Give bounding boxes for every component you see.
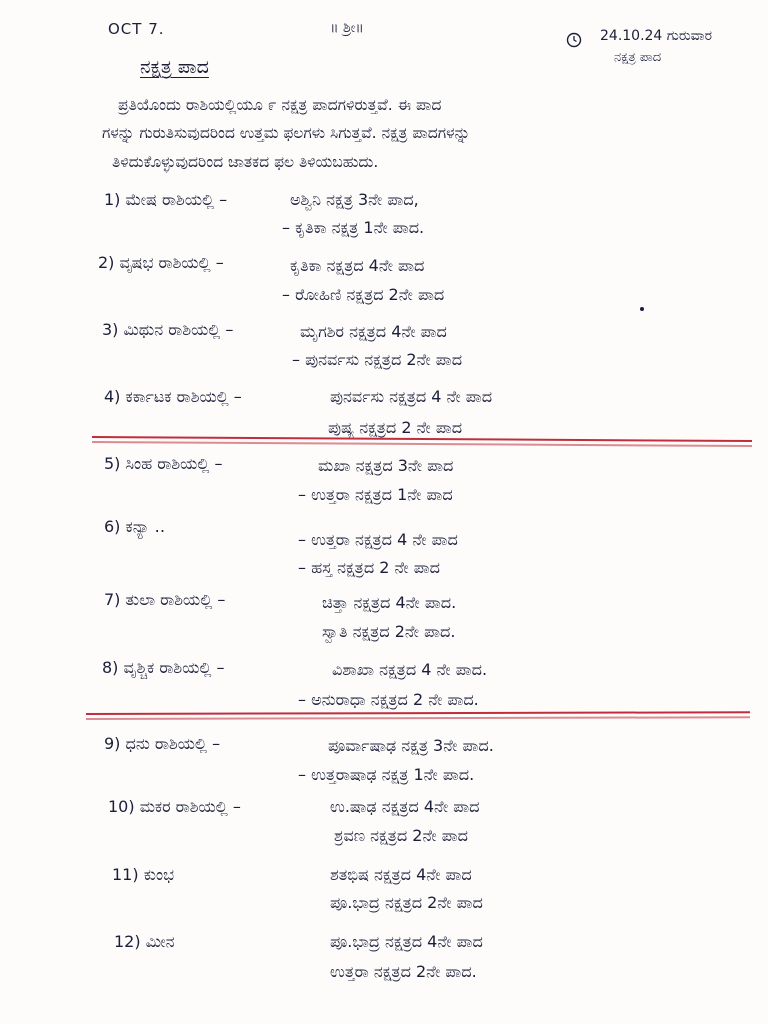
entry-line: ಮಖಾ ನಕ್ಷತ್ರದ 3ನೇ ಪಾದ [318, 456, 454, 475]
entry-line: ಅಶ್ವಿನಿ ನಕ್ಷತ್ರ 3ನೇ ಪಾದ, [290, 190, 419, 209]
header-date-right: 24.10.24 ಗುರುವಾರ [600, 28, 713, 44]
entry-label: 1) ಮೇಷ ರಾಶಿಯಲ್ಲಿ – [104, 190, 228, 209]
intro-line: ಪ್ರತಿಯೊಂದು ರಾಶಿಯಲ್ಲಿಯೂ ೯ ನಕ್ಷತ್ರ ಪಾದಗಳಿರುತ್ತವೆ. ಈ ಪಾದ [118, 96, 442, 114]
divider-line [86, 716, 750, 720]
entry-line: – ಉತ್ತರಾಷಾಢ ನಕ್ಷತ್ರ 1ನೇ ಪಾದ. [298, 765, 475, 784]
header-subtitle: ನಕ್ಷತ್ರ ಪಾದ [614, 50, 662, 65]
entry-line: ಕೃತಿಕಾ ನಕ್ಷತ್ರದ 4ನೇ ಪಾದ [290, 256, 425, 275]
entry-line: ಉ.ಷಾಢ ನಕ್ಷತ್ರದ 4ನೇ ಪಾದ [330, 797, 480, 816]
entry-line: – ರೋಹಿಣಿ ನಕ್ಷತ್ರದ 2ನೇ ಪಾದ [282, 285, 445, 304]
entry-line: – ಪುನರ್ವಸು ನಕ್ಷತ್ರದ 2ನೇ ಪಾದ [292, 350, 463, 369]
entry-line: ಶತಭಿಷ ನಕ್ಷತ್ರದ 4ನೇ ಪಾದ [330, 865, 472, 884]
entry-label: 10) ಮಕರ ರಾಶಿಯಲ್ಲಿ – [108, 797, 241, 816]
entry-line: ಚಿತ್ತಾ ನಕ್ಷತ್ರದ 4ನೇ ಪಾದ. [322, 593, 457, 612]
divider-line [92, 441, 752, 447]
divider-line [86, 711, 750, 715]
entry-line: ಮೃಗಶಿರ ನಕ್ಷತ್ರದ 4ನೇ ಪಾದ [300, 322, 447, 341]
entry-label: 5) ಸಿಂಹ ರಾಶಿಯಲ್ಲಿ – [104, 454, 223, 473]
entry-label: 8) ವೃಶ್ಚಿಕ ರಾಶಿಯಲ್ಲಿ – [102, 658, 225, 677]
entry-label: 2) ವೃಷಭ ರಾಶಿಯಲ್ಲಿ – [98, 253, 224, 272]
entry-line: ಪೂರ್ವಾಷಾಢ ನಕ್ಷತ್ರ 3ನೇ ಪಾದ. [328, 736, 494, 755]
entry-label: 4) ಕರ್ಕಾಟಕ ರಾಶಿಯಲ್ಲಿ – [104, 387, 242, 406]
entry-line: – ಕೃತಿಕಾ ನಕ್ಷತ್ರ 1ನೇ ಪಾದ. [282, 218, 425, 237]
intro-line: ತಿಳಿದುಕೊಳ್ಳುವುದರಿಂದ ಜಾತಕದ ಫಲ ತಿಳಿಯಬಹುದು. [112, 153, 379, 171]
entry-label: 7) ತುಲಾ ರಾಶಿಯಲ್ಲಿ – [104, 590, 226, 609]
entry-line: ಪುಷ್ಯ ನಕ್ಷತ್ರದ 2 ನೇ ಪಾದ [328, 418, 463, 437]
page-title: ನಕ್ಷತ್ರ ಪಾದ [140, 56, 209, 78]
entry-line: – ಉತ್ತರಾ ನಕ್ಷತ್ರದ 1ನೇ ಪಾದ [298, 485, 453, 504]
entry-line: ಪೂ.ಭಾದ್ರ ನಕ್ಷತ್ರದ 4ನೇ ಪಾದ [330, 932, 483, 951]
entry-line: – ಅನುರಾಧಾ ನಕ್ಷತ್ರದ 2 ನೇ ಪಾದ. [298, 690, 479, 709]
ink-dot [640, 307, 644, 311]
clock-icon [566, 32, 582, 48]
entry-line: ಉತ್ತರಾ ನಕ್ಷತ್ರದ 2ನೇ ಪಾದ. [330, 962, 477, 981]
entry-label: 11) ಕುಂಭ [112, 865, 174, 884]
entry-line: ಪುನರ್ವಸು ನಕ್ಷತ್ರದ 4 ನೇ ಪಾದ [330, 387, 493, 406]
entry-label: 12) ಮೀನ [114, 932, 175, 951]
entry-label: 6) ಕನ್ಯಾ ‥ [104, 517, 166, 536]
entry-line: ಶ್ರವಣ ನಕ್ಷತ್ರದ 2ನೇ ಪಾದ [334, 826, 468, 845]
entry-label: 9) ಧನು ರಾಶಿಯಲ್ಲಿ – [104, 734, 221, 753]
header-mark: ॥ ಶ್ರೀ॥ [330, 20, 364, 36]
entry-line: ಪೂ.ಭಾದ್ರ ನಕ್ಷತ್ರದ 2ನೇ ಪಾದ [330, 893, 483, 912]
intro-line: ಗಳನ್ನು ಗುರುತಿಸುವುದರಿಂದ ಉತ್ತಮ ಫಲಗಳು ಸಿಗುತ್ತವೆ. ನಕ್ಷತ್ರ ಪಾದಗಳನ್ನು [102, 124, 471, 142]
entry-line: – ಉತ್ತರಾ ನಕ್ಷತ್ರದ 4 ನೇ ಪಾದ [298, 530, 458, 549]
entry-line: ಸ್ವಾತಿ ನಕ್ಷತ್ರದ 2ನೇ ಪಾದ. [322, 622, 456, 641]
header-date-left: OCT 7. [108, 20, 165, 38]
entry-line: – ಹಸ್ತ ನಕ್ಷತ್ರದ 2 ನೇ ಪಾದ [298, 558, 440, 577]
entry-line: ವಿಶಾಖಾ ನಕ್ಷತ್ರದ 4 ನೇ ಪಾದ. [332, 660, 488, 679]
entry-label: 3) ಮಿಥುನ ರಾಶಿಯಲ್ಲಿ – [102, 320, 234, 339]
